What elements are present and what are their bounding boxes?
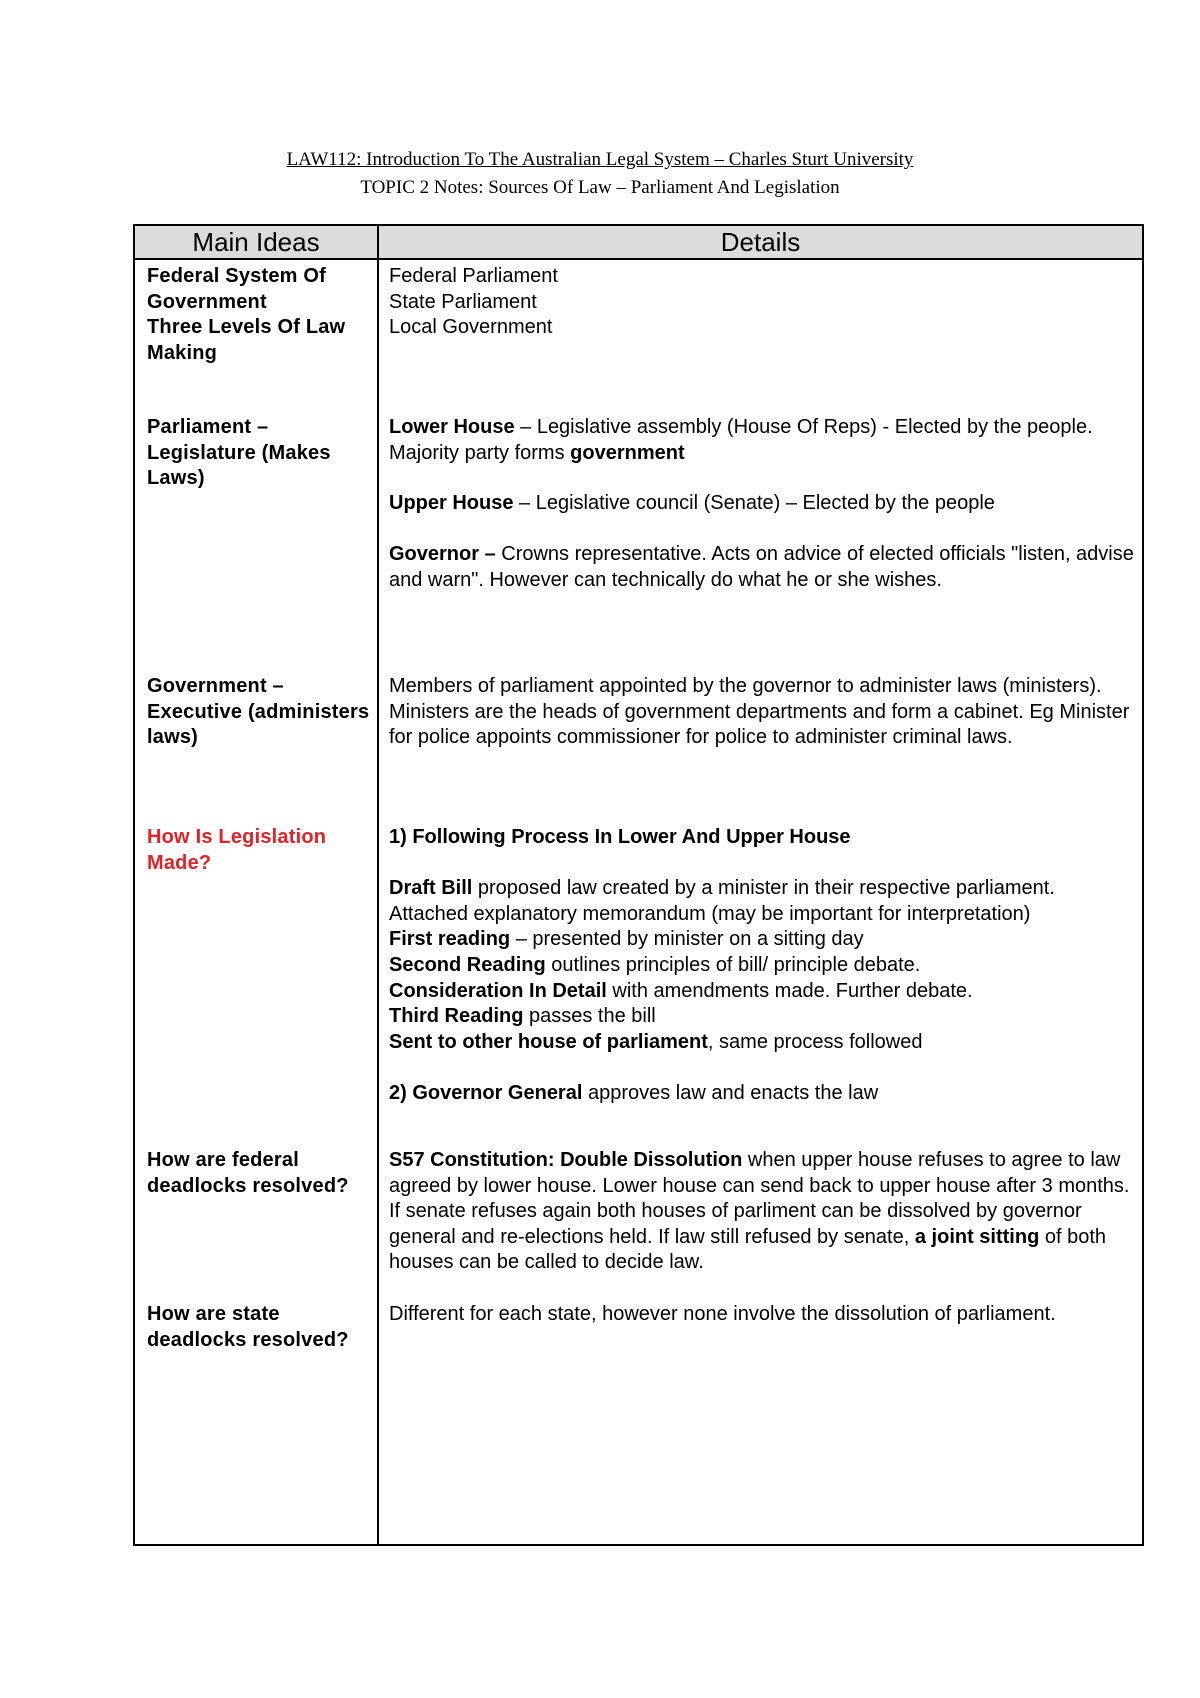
governor-term: Governor – [389, 543, 496, 565]
s57-term: S57 Constitution: Double Dissolution [389, 1149, 743, 1171]
first-reading-term: First reading [389, 928, 511, 951]
government-text: Members of parliament appointed by the governor to administer laws (ministers). Ministers are the heads of government departments and form a cabinet. Eg Minister for police appoints commissioner for police to administer criminal laws. [389, 675, 1130, 749]
idea-state-deadlocks: How are state deadlocks resolved? [147, 1303, 349, 1351]
draft-bill-text: proposed law created by a minister in their respective parliament. Attached explanatory memorandum (may be important for interpretation) [389, 877, 1055, 925]
detail-upper-house [389, 491, 1137, 517]
step2-term: 2) Governor General [389, 1081, 583, 1104]
detail-governor [389, 542, 1137, 593]
upper-house-text: – Legislative council (Senate) – Elected by the people [513, 492, 995, 514]
consideration-text: with amendments made. Further debate. [606, 979, 973, 1002]
lower-house-text: – Legislative assembly (House Of Reps) - Elected by the people. Majority party forms [389, 416, 1093, 464]
consideration-term: Consideration In Detail [389, 979, 607, 1002]
lower-house-government: government [570, 441, 685, 464]
level-item: Federal Parliament [389, 265, 558, 287]
third-reading-text: passes the bill [523, 1005, 656, 1028]
lower-house-term: Lower House [389, 416, 515, 438]
first-reading-text: – presented by minister on a sitting day [510, 928, 864, 951]
step1-heading: 1) Following Process In Lower And Upper House [389, 826, 851, 848]
cornell-notes-table [133, 224, 1144, 1546]
level-item: State Parliament [389, 290, 537, 313]
upper-house-term: Upper House [389, 492, 514, 514]
idea-three-levels: Three Levels Of Law Making [147, 316, 346, 364]
detail-federal-deadlocks [389, 1148, 1137, 1276]
idea-government: Government – Executive (administers laws) [147, 675, 370, 749]
idea-legislation-made: How Is Legislation Made? [147, 826, 327, 874]
other-house-text: , same process followed [707, 1030, 923, 1053]
details-column [378, 259, 1143, 1545]
detail-state-deadlocks [389, 1302, 1137, 1328]
second-reading-term: Second Reading [389, 953, 546, 976]
level-item: Local Government [389, 316, 553, 339]
document-subtitle: TOPIC 2 Notes: Sources Of Law – Parliament And Legislation [360, 177, 840, 198]
detail-legislation-process [389, 825, 1137, 1107]
idea-parliament: Parliament – Legislature (Makes Laws) [147, 416, 331, 490]
document-title: LAW112: Introduction To The Australian Legal System – Charles Sturt University [286, 149, 914, 170]
state-deadlocks-text: Different for each state, however none involve the dissolution of parliament. [389, 1303, 1056, 1325]
idea-federal-deadlocks: How are federal deadlocks resolved? [147, 1149, 349, 1197]
s57-text: when upper house refuses to agree to law agreed by lower house. Lower house can send back to upper house after 3 months. If senate refuses again both houses of parliment can be dissolved by governor general and re-elections held. If law still refused by senate, [389, 1149, 1130, 1248]
main-ideas-header: Main Ideas [134, 225, 378, 259]
governor-text: Crowns representative. Acts on advice of elected officials "listen, advise and warn". However can technically do what he or she wishes. [389, 543, 1134, 591]
detail-levels [389, 264, 1137, 341]
detail-government [389, 674, 1137, 751]
document-header [0, 146, 1200, 202]
main-ideas-column [134, 259, 378, 1545]
second-reading-text: outlines principles of bill/ principle debate. [545, 953, 921, 976]
detail-lower-house [389, 415, 1137, 466]
third-reading-term: Third Reading [389, 1005, 524, 1028]
s57-end: of both houses can be called to decide law. [389, 1225, 1107, 1274]
table-header-row [134, 225, 1143, 259]
draft-bill-term: Draft Bill [389, 877, 473, 900]
table-body-row [134, 259, 1143, 1545]
s57-joint-sitting: a joint sitting [914, 1225, 1040, 1248]
idea-federal-system: Federal System Of Government [147, 265, 327, 313]
step2-text: approves law and enacts the law [582, 1081, 879, 1104]
other-house-term: Sent to other house of parliament [389, 1030, 708, 1053]
details-header: Details [378, 225, 1143, 259]
